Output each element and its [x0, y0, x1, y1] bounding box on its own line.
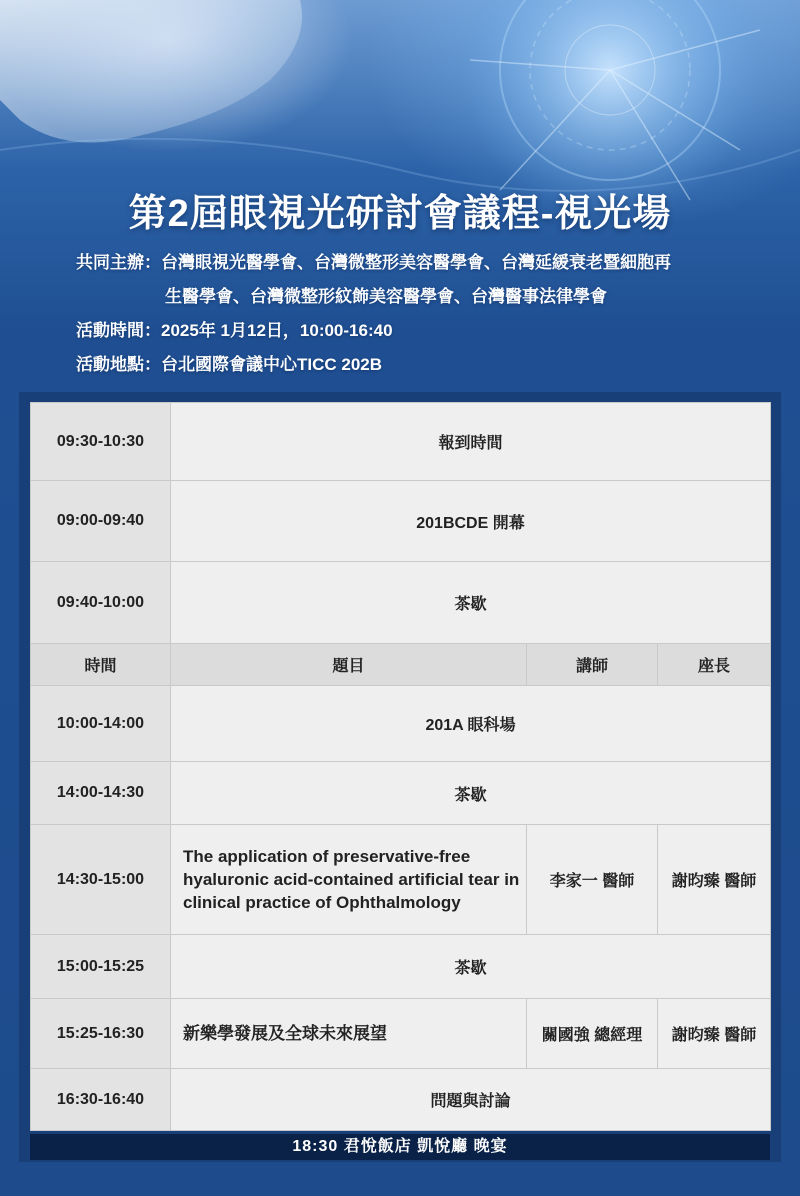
- session-cell: 茶歇: [171, 935, 771, 999]
- topic-cell: The application of preservative-free hyaluronic acid-contained artificial tear in clinical practice of Ophthalmology: [171, 825, 527, 935]
- time-label: 活動時間：: [76, 321, 161, 340]
- column-header-chair: 座長: [658, 644, 771, 686]
- organizers-value-1: 台灣眼視光醫學會、台灣微整形美容醫學會、台灣延緩衰老暨細胞再: [161, 253, 671, 272]
- column-header-speaker: 講師: [527, 644, 658, 686]
- chair-cell: 謝昀臻 醫師: [658, 999, 771, 1069]
- time-cell: 09:40-10:00: [31, 562, 171, 644]
- time-cell: 10:00-14:00: [31, 686, 171, 762]
- event-venue: [76, 348, 382, 382]
- time-cell: 09:30-10:30: [31, 403, 171, 481]
- organizers-value-2: 生醫學會、台灣微整形紋飾美容醫學會、台灣醫事法律學會: [165, 287, 607, 306]
- table-row: [31, 1069, 771, 1131]
- time-cell: 14:00-14:30: [31, 762, 171, 825]
- time-cell: 15:25-16:30: [31, 999, 171, 1069]
- table-row: [31, 686, 771, 762]
- venue-value: 台北國際會議中心TICC 202B: [161, 355, 383, 374]
- table-row: [31, 825, 771, 935]
- session-cell: 201A 眼科場: [171, 686, 771, 762]
- time-cell: 14:30-15:00: [31, 825, 171, 935]
- table-row: [31, 481, 771, 562]
- organizers-line-2: [165, 280, 607, 314]
- table-row: [31, 935, 771, 999]
- time-cell: 16:30-16:40: [31, 1069, 171, 1131]
- topic-cell: 新樂學發展及全球未來展望: [171, 999, 527, 1069]
- session-cell: 茶歇: [171, 762, 771, 825]
- table-row: [31, 562, 771, 644]
- event-time: [76, 314, 393, 348]
- dinner-banner: 18:30 君悅飯店 凱悅廳 晚宴: [30, 1134, 770, 1160]
- column-header-topic: 題目: [171, 644, 527, 686]
- speaker-cell: 李家一 醫師: [527, 825, 658, 935]
- table-row: [31, 999, 771, 1069]
- session-cell: 茶歇: [171, 562, 771, 644]
- table-header-row: [31, 644, 771, 686]
- session-cell: 報到時間: [171, 403, 771, 481]
- organizers-label: 共同主辦：: [76, 253, 161, 272]
- time-value: 2025年 1月12日，10:00-16:40: [161, 321, 393, 340]
- organizers-line-1: [76, 246, 671, 280]
- agenda-table: [30, 402, 771, 1131]
- time-cell: 15:00-15:25: [31, 935, 171, 999]
- table-row: [31, 403, 771, 481]
- column-header-time: 時間: [31, 644, 171, 686]
- session-cell: 201BCDE 開幕: [171, 481, 771, 562]
- speaker-cell: 關國強 總經理: [527, 999, 658, 1069]
- time-cell: 09:00-09:40: [31, 481, 171, 562]
- table-row: [31, 762, 771, 825]
- session-cell: 問題與討論: [171, 1069, 771, 1131]
- chair-cell: 謝昀臻 醫師: [658, 825, 771, 935]
- venue-label: 活動地點：: [76, 355, 161, 374]
- page-title: 第2屆眼視光研討會議程-視光場: [128, 193, 672, 235]
